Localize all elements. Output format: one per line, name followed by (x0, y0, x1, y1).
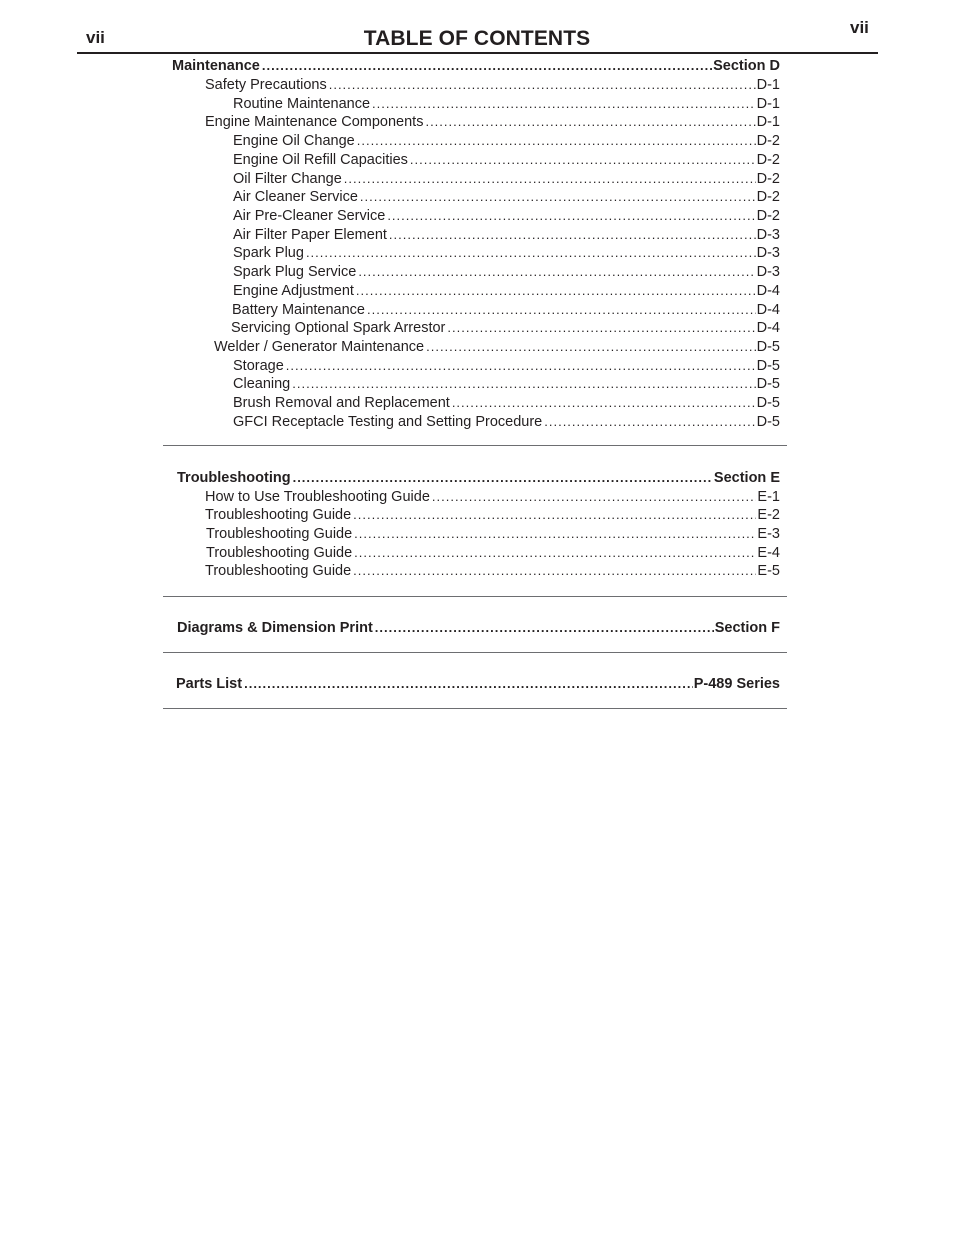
toc-entry-label: Brush Removal and Replacement (233, 395, 450, 411)
toc-entry-label: Routine Maintenance (233, 96, 371, 112)
toc-entry[interactable] (206, 525, 780, 543)
toc-entry-page: D-3 (756, 227, 780, 243)
dot-leader (360, 188, 756, 206)
dot-leader (387, 207, 755, 225)
toc-entry[interactable] (233, 357, 780, 375)
toc-section-label: Diagrams & Dimension Print (177, 620, 373, 636)
toc-entry[interactable] (206, 544, 780, 562)
toc-entry-page: D-4 (756, 320, 780, 336)
toc-entry[interactable] (233, 375, 780, 393)
toc-entry-page: D-5 (756, 376, 780, 392)
toc-entry-page: D-1 (756, 114, 780, 130)
toc-entry-label: Air Pre-Cleaner Service (233, 208, 386, 224)
toc-entry-label: Engine Maintenance Components (205, 114, 424, 130)
dot-leader (432, 488, 757, 506)
toc-section-page: Section E (713, 470, 780, 486)
toc-entry-label: GFCI Receptacle Testing and Setting Procedure (233, 414, 543, 430)
toc-entry-label: Air Filter Paper Element (233, 227, 387, 243)
toc-entry-page: D-5 (756, 339, 780, 355)
dot-leader (306, 244, 756, 262)
dot-leader (356, 282, 756, 300)
toc-entry[interactable] (233, 394, 780, 412)
toc-entry-label: Engine Oil Refill Capacities (233, 152, 408, 168)
section-divider (163, 652, 787, 653)
toc-entry-page: D-3 (756, 264, 780, 280)
toc-section-maintenance[interactable] (172, 57, 780, 75)
toc-section-label: Maintenance (172, 58, 260, 74)
toc-section-parts-list[interactable] (176, 675, 780, 693)
toc-entry-page: D-3 (756, 245, 780, 261)
dot-leader (244, 675, 693, 693)
dot-leader (425, 113, 755, 131)
toc-entry-label: Troubleshooting Guide (206, 545, 353, 561)
toc-entry-label: How to Use Troubleshooting Guide (205, 489, 430, 505)
dot-leader (262, 57, 712, 75)
toc-entry[interactable] (233, 188, 780, 206)
dot-leader (292, 375, 755, 393)
dot-leader (367, 301, 756, 319)
toc-entry[interactable] (233, 132, 780, 150)
section-divider (163, 445, 787, 446)
dot-leader (375, 619, 714, 637)
dot-leader (447, 319, 755, 337)
page-title: TABLE OF CONTENTS (363, 27, 591, 50)
page-number-right: vii (850, 18, 869, 37)
toc-entry[interactable] (205, 562, 780, 580)
toc-entry[interactable] (233, 95, 780, 113)
toc-entry[interactable] (233, 413, 780, 431)
toc-entry[interactable] (205, 488, 780, 506)
toc-entry[interactable] (205, 506, 780, 524)
toc-entry-label: Battery Maintenance (232, 302, 365, 318)
toc-entry[interactable] (233, 207, 780, 225)
dot-leader (544, 413, 755, 431)
section-divider (163, 708, 787, 709)
toc-entry-label: Engine Oil Change (233, 133, 355, 149)
toc-entry-page: E-3 (757, 526, 780, 542)
dot-leader (353, 506, 756, 524)
toc-entry-label: Troubleshooting Guide (205, 507, 352, 523)
dot-leader (389, 226, 756, 244)
toc-section-label: Troubleshooting (177, 470, 291, 486)
toc-entry-page: D-4 (756, 283, 780, 299)
toc-entry[interactable] (231, 319, 780, 337)
dot-leader (354, 525, 756, 543)
toc-entry-page: E-5 (757, 563, 780, 579)
toc-entry-page: D-4 (756, 302, 780, 318)
dot-leader (354, 544, 756, 562)
toc-entry-page: D-2 (756, 152, 780, 168)
toc-entry-label: Air Cleaner Service (233, 189, 358, 205)
toc-entry-page: E-2 (757, 507, 780, 523)
toc-entry-label: Servicing Optional Spark Arrestor (231, 320, 446, 336)
dot-leader (293, 469, 713, 487)
toc-entry[interactable] (205, 113, 780, 131)
toc-section-page: Section F (714, 620, 780, 636)
toc-entry[interactable] (233, 151, 780, 169)
dot-leader (357, 132, 756, 150)
toc-entry[interactable] (205, 76, 780, 94)
toc-entry-page: D-2 (756, 133, 780, 149)
toc-entry[interactable] (233, 170, 780, 188)
toc-entry[interactable] (233, 226, 780, 244)
toc-entry-label: Engine Adjustment (233, 283, 354, 299)
toc-entry-page: D-5 (756, 395, 780, 411)
toc-entry-page: D-2 (756, 208, 780, 224)
toc-entry-page: D-5 (756, 358, 780, 374)
toc-entry-label: Safety Precautions (205, 77, 327, 93)
dot-leader (410, 151, 756, 169)
toc-entry[interactable] (214, 338, 780, 356)
toc-section-page: Section D (713, 58, 780, 74)
toc-entry-page: D-5 (756, 414, 780, 430)
dot-leader (353, 562, 756, 580)
toc-entry-page: D-2 (756, 189, 780, 205)
toc-entry-label: Storage (233, 358, 284, 374)
section-divider (163, 596, 787, 597)
toc-entry-page: D-1 (756, 77, 780, 93)
page-number-left: vii (86, 28, 105, 47)
dot-leader (329, 76, 756, 94)
toc-entry[interactable] (233, 282, 780, 300)
toc-entry-label: Troubleshooting Guide (206, 526, 353, 542)
dot-leader (286, 357, 756, 375)
toc-section-troubleshooting[interactable] (177, 469, 780, 487)
toc-entry-label: Oil Filter Change (233, 171, 342, 187)
dot-leader (426, 338, 756, 356)
toc-section-label: Parts List (176, 676, 243, 692)
toc-entry[interactable] (233, 244, 780, 262)
toc-entry-label: Cleaning (233, 376, 291, 392)
toc-section-page: P-489 Series (693, 676, 780, 692)
toc-entry[interactable] (232, 301, 780, 319)
toc-entry-label: Troubleshooting Guide (205, 563, 352, 579)
toc-section-diagrams[interactable] (177, 619, 780, 637)
dot-leader (358, 263, 755, 281)
toc-entry-page: E-1 (757, 489, 780, 505)
dot-leader (452, 394, 756, 412)
dot-leader (372, 95, 756, 113)
toc-entry-label: Spark Plug Service (233, 264, 357, 280)
toc-entry-label: Welder / Generator Maintenance (214, 339, 425, 355)
toc-entry-page: E-4 (757, 545, 780, 561)
toc-entry[interactable] (233, 263, 780, 281)
dot-leader (344, 170, 756, 188)
toc-entry-label: Spark Plug (233, 245, 304, 261)
toc-entry-page: D-1 (756, 96, 780, 112)
title-underline (77, 52, 878, 54)
toc-entry-page: D-2 (756, 171, 780, 187)
